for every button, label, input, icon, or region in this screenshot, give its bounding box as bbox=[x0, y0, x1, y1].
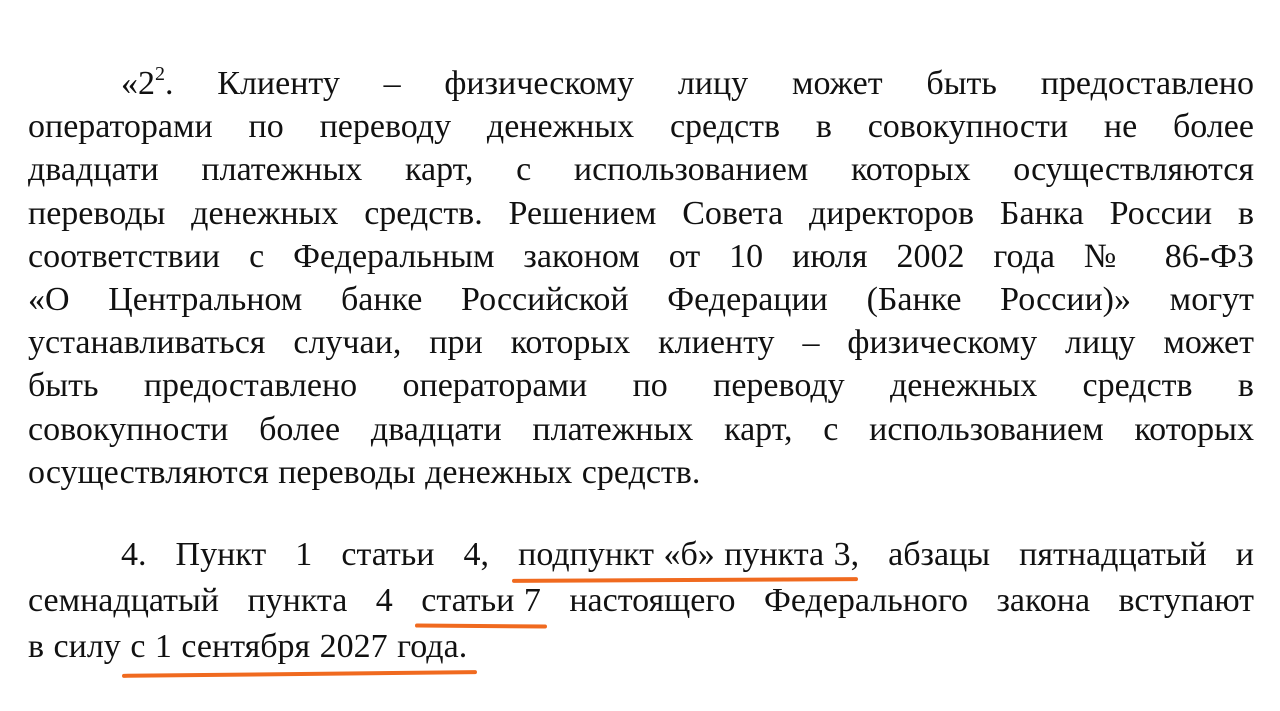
paragraph-line: двадцати платежных карт, с использованием которых осуществляются bbox=[28, 151, 1254, 189]
paragraph-line: быть предоставлено операторами по переводу денежных средств в bbox=[28, 367, 1254, 405]
highlighted-phrase-article: статьи 7 bbox=[421, 578, 541, 624]
clause-text: в силу bbox=[28, 628, 121, 665]
paragraph-line: переводы денежных средств. Решением Совета директоров Банка России в bbox=[28, 194, 1254, 232]
clause-text: 4. Пункт 1 статьи 4, bbox=[121, 536, 490, 573]
paragraph-line: «О Центральном банке Российской Федерации (Банке России)» могут bbox=[28, 280, 1254, 318]
paragraph-line: осуществляются переводы денежных средств. bbox=[28, 453, 701, 491]
paragraph-superscript: 2 bbox=[155, 63, 165, 85]
clause-text: настоящего Федерального закона вступают bbox=[569, 582, 1254, 619]
paragraph-line: операторами по переводу денежных средств в совокупности не более bbox=[28, 108, 1254, 146]
paragraph-line: совокупности более двадцати платежных карт, с использованием которых bbox=[28, 410, 1254, 448]
paragraph-line-text: . Клиенту – физическому лицу может быть предоставлено bbox=[165, 65, 1254, 102]
paragraph-line: устанавливаться случаи, при которых клиенту – физическому лицу может bbox=[28, 324, 1254, 362]
highlighted-phrase-subclause: подпункт «б» пункта 3 bbox=[518, 532, 850, 578]
paragraph-line bbox=[28, 62, 1254, 105]
clause-text: , абзацы пятнадцатый и bbox=[850, 536, 1255, 573]
paragraph-4 bbox=[28, 532, 1254, 670]
paragraph-line bbox=[28, 624, 1254, 670]
paragraph-line bbox=[28, 532, 1254, 578]
paragraph-line: соответствии с Федеральным законом от 10 июля 2002 года № 86-ФЗ bbox=[28, 237, 1254, 275]
highlighted-phrase-effective-date: с 1 сентября 2027 года. bbox=[130, 624, 467, 670]
paragraph-line bbox=[28, 578, 1254, 624]
clause-text: семнадцатый пункта 4 bbox=[28, 582, 393, 619]
paragraph-2-2 bbox=[28, 62, 1254, 494]
paragraph-opening: «2 bbox=[121, 65, 155, 102]
